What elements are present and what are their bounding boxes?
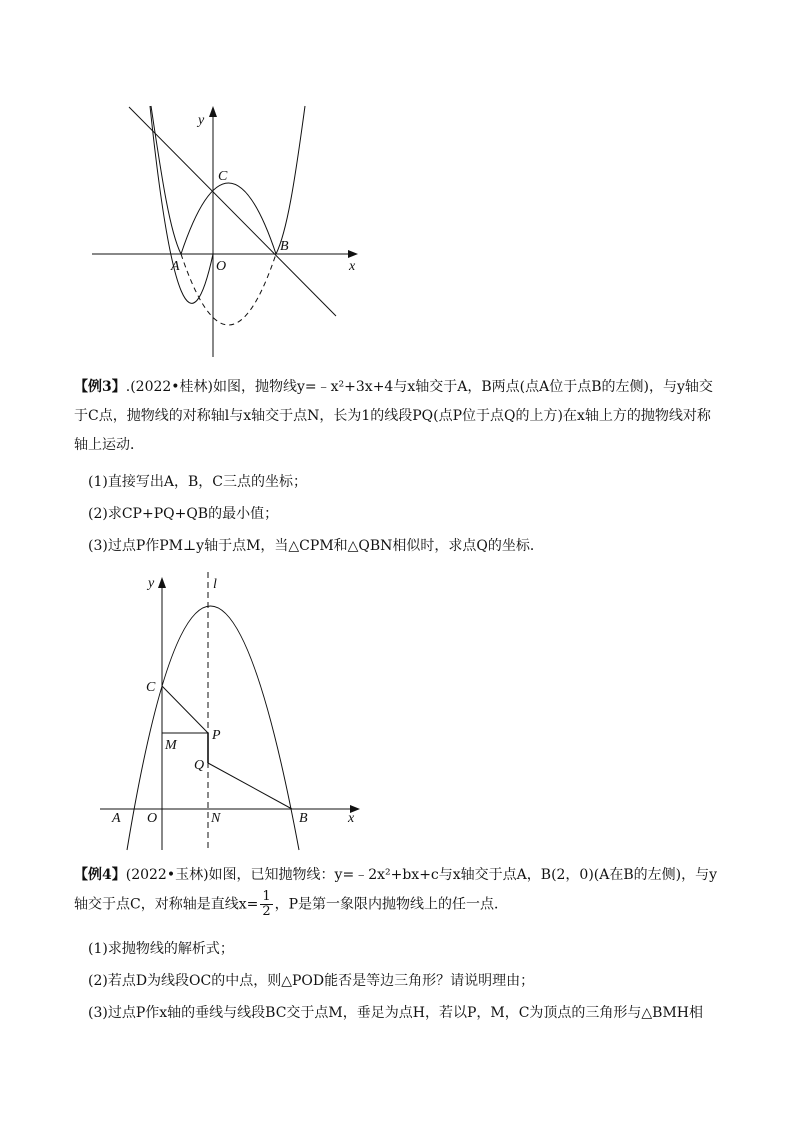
parabola-upward-curve	[150, 106, 226, 254]
outer-parabola-left	[151, 106, 181, 254]
dashed-arc	[181, 254, 276, 325]
upper-arc	[181, 183, 276, 254]
example-3-intro	[74, 373, 722, 460]
example-3-q1: (1)直接写出A，B，C三点的坐标；	[88, 474, 307, 490]
figure-1-parabola	[80, 100, 380, 365]
label-y: y	[198, 113, 205, 128]
label-B: B	[280, 239, 289, 254]
example-4-q3: (3)过点P作x轴的垂线与线段BC交于点M，垂足为点H，若以P，M，C为顶点的三角形与△BMH相	[88, 1005, 704, 1021]
label-x: x	[348, 811, 355, 826]
example-3-q3: (3)过点P作PM⊥y轴于点M，当△CPM和△QBN相似时，求点Q的坐标．	[88, 538, 544, 554]
example-3-q2: (2)求CP+PQ+QB的最小值；	[88, 506, 279, 522]
example-4-tag: 【例4】	[74, 867, 126, 883]
line-cb	[129, 107, 336, 316]
example-4-intro-end: ，P是第一象限内抛物线上的任一点．	[274, 896, 509, 913]
label-O: O	[147, 811, 158, 826]
label-O: O	[216, 259, 227, 274]
label-A: A	[171, 259, 180, 274]
label-P: P	[212, 728, 221, 743]
segment-cp	[162, 686, 208, 733]
fraction-denominator: 2	[262, 904, 271, 919]
segment-qb	[208, 763, 292, 809]
label-N: N	[211, 811, 221, 826]
label-A: A	[112, 811, 121, 826]
label-y: y	[148, 576, 155, 591]
fraction-one-half	[260, 890, 272, 919]
parabola-upward	[150, 106, 213, 303]
y-axis-arrow	[158, 577, 166, 588]
example-4-intro	[74, 861, 724, 920]
y-axis-arrow	[209, 106, 217, 117]
label-M: M	[165, 738, 177, 753]
example-3-intro-text: .(2022•桂林)如图，抛物线y=﹣x²+3x+4与x轴交于A，B两点(点A位于点B的左侧)，与y轴交于C点，抛物线的对称轴l与x轴交于点N，长为1的线段PQ(点P位于点Q的上方)在x轴上方的抛物线对称轴上运动．	[74, 379, 713, 453]
label-Q: Q	[194, 758, 205, 773]
figure-2-parabola	[100, 570, 370, 852]
example-3-tag: 【例3】	[74, 379, 126, 395]
label-C: C	[218, 169, 228, 184]
label-C: C	[146, 680, 156, 695]
outer-parabola-right	[276, 106, 305, 254]
x-axis-arrow	[348, 250, 358, 258]
label-B: B	[299, 811, 308, 826]
example-4-q1: (1)求抛物线的解析式；	[88, 941, 234, 957]
label-x: x	[349, 259, 356, 274]
fraction-numerator: 1	[262, 889, 271, 904]
example-4-q2: (2)若点D为线段OC的中点，则△POD能否是等边三角形？请说明理由；	[88, 973, 535, 989]
example-4-intro-text: (2022•玉林)如图，已知抛物线：y=﹣2x²+bx+c与x轴交于点A，B(2，0)(A在B的左侧)，与y轴交于点C，对称轴是直线x=	[74, 867, 718, 913]
label-l: l	[213, 577, 217, 592]
